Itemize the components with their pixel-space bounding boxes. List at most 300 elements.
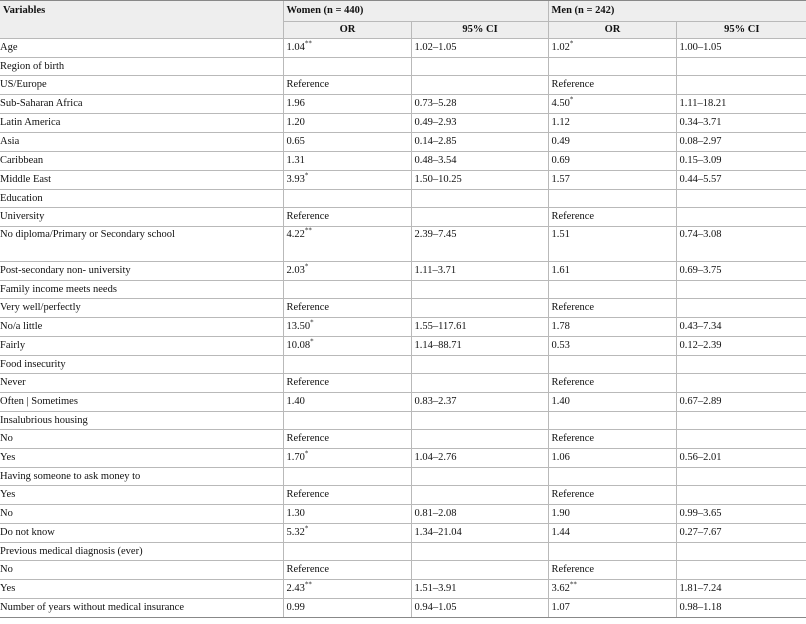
- men-ci-cell: [676, 412, 806, 430]
- women-ci-cell: [411, 412, 548, 430]
- women-or-cell-text: 0.65: [286, 136, 305, 147]
- men-or-cell-text: Reference: [551, 377, 595, 388]
- women-ci-cell: [411, 190, 548, 208]
- men-ci-cell: [676, 468, 806, 486]
- variable-label: [0, 227, 283, 262]
- men-ci-cell: [676, 599, 806, 618]
- women-or-cell: [283, 449, 411, 468]
- variable-label-text: Post-secondary non- university: [0, 265, 131, 276]
- group-row: [0, 543, 806, 561]
- subheader-row: [0, 22, 806, 39]
- men-ci-cell-text: 1.00–1.05: [679, 42, 722, 53]
- women-ci-cell: [411, 505, 548, 524]
- women-ci-cell: [411, 95, 548, 114]
- women-or-cell-text: Reference: [286, 489, 330, 500]
- women-or-cell: [283, 95, 411, 114]
- variable-label-text: Number of years without medical insurance: [0, 602, 184, 613]
- women-or-cell: [283, 468, 411, 486]
- variable-label-text: University: [0, 211, 45, 222]
- women-or-cell: [283, 39, 411, 58]
- men-ci-cell: [676, 505, 806, 524]
- variable-label: [0, 262, 283, 281]
- significance-marker: *: [304, 449, 309, 458]
- men-or-cell: [548, 524, 676, 543]
- variable-label: [0, 449, 283, 468]
- women-ci-cell: [411, 486, 548, 505]
- variable-label: [0, 299, 283, 318]
- men-ci-cell-text: 0.34–3.71: [679, 117, 722, 128]
- variable-label-text: Region of birth: [0, 60, 65, 72]
- women-or-cell: [283, 412, 411, 430]
- women-ci-cell: [411, 543, 548, 561]
- variable-label: [0, 114, 283, 133]
- men-ci-cell: [676, 524, 806, 543]
- men-ci-cell-text: 0.27–7.67: [679, 527, 722, 538]
- variable-label-text: Middle East: [0, 174, 52, 185]
- women-ci-cell-text: 2.39–7.45: [414, 229, 457, 240]
- men-ci-cell: [676, 561, 806, 580]
- men-or-cell-text: Reference: [551, 433, 595, 444]
- men-or-cell: [548, 449, 676, 468]
- women-or-cell-text: 1.04: [286, 42, 305, 53]
- women-ci-cell: [411, 299, 548, 318]
- variable-label: [0, 190, 283, 208]
- men-ci-cell: [676, 76, 806, 95]
- table-row: [0, 208, 806, 227]
- significance-marker: **: [304, 580, 312, 589]
- variable-label: [0, 318, 283, 337]
- women-ci-cell: [411, 599, 548, 618]
- women-or-cell-text: Reference: [286, 433, 330, 444]
- variable-label: [0, 76, 283, 95]
- variable-label-text: Family income meets needs: [0, 283, 117, 295]
- men-ci-cell: [676, 430, 806, 449]
- women-ci-cell: [411, 318, 548, 337]
- significance-marker: *: [304, 524, 309, 533]
- women-ci-cell: [411, 262, 548, 281]
- variable-label-text: Asia: [0, 136, 20, 147]
- variable-label: [0, 39, 283, 58]
- table-row: [0, 262, 806, 281]
- men-or-cell-text: 1.02: [551, 42, 570, 53]
- women-ci-cell: [411, 76, 548, 95]
- men-ci-cell: [676, 299, 806, 318]
- table-row: [0, 152, 806, 171]
- men-or-cell: [548, 393, 676, 412]
- women-or-cell: [283, 299, 411, 318]
- women-or-cell: [283, 114, 411, 133]
- table-row: [0, 580, 806, 599]
- women-ci-cell-text: 1.14–88.71: [414, 340, 462, 351]
- group-row: [0, 412, 806, 430]
- men-ci-cell: [676, 208, 806, 227]
- men-ci-cell: [676, 190, 806, 208]
- men-or-cell-text: Reference: [551, 489, 595, 500]
- table-row: [0, 318, 806, 337]
- men-or-cell: [548, 299, 676, 318]
- men-or-cell: [548, 39, 676, 58]
- variable-label: [0, 486, 283, 505]
- men-or-cell: [548, 543, 676, 561]
- variable-label-text: Yes: [0, 583, 16, 594]
- group-row: [0, 468, 806, 486]
- women-or-cell: [283, 505, 411, 524]
- men-or-cell-text: Reference: [551, 564, 595, 575]
- variable-label-text: Having someone to ask money to: [0, 470, 141, 482]
- men-or-cell: [548, 505, 676, 524]
- men-ci-cell: [676, 393, 806, 412]
- women-ci-cell: [411, 580, 548, 599]
- women-or-cell-text: 1.70: [286, 452, 305, 463]
- men-or-cell: [548, 171, 676, 190]
- women-or-cell: [283, 337, 411, 356]
- table-row: [0, 430, 806, 449]
- men-ci-cell: [676, 543, 806, 561]
- women-ci-cell: [411, 374, 548, 393]
- variable-label-text: Age: [0, 42, 18, 53]
- table-row: [0, 299, 806, 318]
- table-row: [0, 337, 806, 356]
- men-or-cell: [548, 152, 676, 171]
- men-or-cell: [548, 114, 676, 133]
- women-ci-cell-text: 0.49–2.93: [414, 117, 457, 128]
- women-or-cell: [283, 318, 411, 337]
- women-or-cell: [283, 208, 411, 227]
- men-or-cell: [548, 580, 676, 599]
- variable-label-text: Sub-Saharan Africa: [0, 98, 83, 109]
- women-ci-cell: [411, 337, 548, 356]
- men-or-cell: [548, 356, 676, 374]
- variable-label: [0, 171, 283, 190]
- variable-label-text: No: [0, 508, 13, 519]
- men-ci-cell: [676, 262, 806, 281]
- variable-label: [0, 95, 283, 114]
- men-or-cell: [548, 468, 676, 486]
- men-header: Men (n = 242): [548, 1, 806, 22]
- variable-label-text: No: [0, 564, 13, 575]
- group-row: [0, 190, 806, 208]
- variable-label: [0, 599, 283, 618]
- table-row: [0, 171, 806, 190]
- women-or-cell: [283, 227, 411, 262]
- women-ci-cell: [411, 133, 548, 152]
- significance-marker: *: [310, 318, 314, 327]
- women-or-cell-text: 2.03: [286, 265, 305, 276]
- subheader-empty: [0, 22, 283, 39]
- women-ci-cell: [411, 171, 548, 190]
- men-ci-cell: [676, 449, 806, 468]
- women-ci-cell: [411, 468, 548, 486]
- women-ci-cell: [411, 152, 548, 171]
- women-or-cell-text: 1.40: [286, 396, 305, 407]
- table-row: [0, 114, 806, 133]
- women-ci-cell: [411, 449, 548, 468]
- men-or-cell-text: 1.51: [551, 229, 570, 240]
- variable-label: [0, 133, 283, 152]
- women-ci-cell-text: 0.94–1.05: [414, 602, 457, 613]
- men-or-cell: [548, 337, 676, 356]
- variable-label: [0, 374, 283, 393]
- women-ci-cell-text: 1.51–3.91: [414, 583, 457, 594]
- men-ci-cell-text: 0.44–5.57: [679, 174, 722, 185]
- women-ci-cell: [411, 227, 548, 262]
- women-or-header: OR: [283, 22, 411, 39]
- men-or-cell-text: 1.57: [551, 174, 570, 185]
- women-or-cell: [283, 599, 411, 618]
- variable-label: [0, 152, 283, 171]
- men-or-cell: [548, 262, 676, 281]
- women-ci-cell-text: 0.73–5.28: [414, 98, 457, 109]
- men-ci-cell-text: 0.67–2.89: [679, 396, 722, 407]
- men-or-cell-text: 1.12: [551, 117, 570, 128]
- women-or-cell-text: 5.32: [286, 527, 305, 538]
- women-or-cell: [283, 171, 411, 190]
- variable-label-text: Food insecurity: [0, 358, 66, 370]
- men-or-cell-text: Reference: [551, 302, 595, 313]
- table-row: [0, 95, 806, 114]
- variable-label-text: Do not know: [0, 527, 55, 538]
- women-or-cell: [283, 486, 411, 505]
- men-ci-cell: [676, 114, 806, 133]
- women-ci-cell-text: 1.02–1.05: [414, 42, 457, 53]
- women-or-cell-text: 13.50: [286, 321, 311, 332]
- women-or-cell-text: 1.31: [286, 155, 305, 166]
- women-or-cell: [283, 374, 411, 393]
- table-row: [0, 524, 806, 543]
- header-row: [0, 1, 806, 22]
- women-ci-cell: [411, 524, 548, 543]
- variable-label-text: No: [0, 433, 13, 444]
- variables-header: Variables: [0, 1, 283, 22]
- variable-label: [0, 468, 283, 486]
- men-ci-cell: [676, 58, 806, 76]
- men-ci-cell: [676, 133, 806, 152]
- men-or-cell-text: 1.78: [551, 321, 570, 332]
- men-or-cell-text: 0.53: [551, 340, 570, 351]
- men-or-cell-text: 1.44: [551, 527, 570, 538]
- men-ci-cell: [676, 281, 806, 299]
- men-or-cell: [548, 318, 676, 337]
- variable-label-text: Previous medical diagnosis (ever): [0, 545, 143, 557]
- table-row: [0, 561, 806, 580]
- variable-label: [0, 356, 283, 374]
- men-or-cell: [548, 412, 676, 430]
- women-or-cell-text: 4.22: [286, 229, 305, 240]
- women-ci-cell-text: 0.48–3.54: [414, 155, 457, 166]
- men-or-cell-text: 1.61: [551, 265, 570, 276]
- table-row: [0, 39, 806, 58]
- variable-label-text: Yes: [0, 452, 16, 463]
- group-row: [0, 281, 806, 299]
- table-row: [0, 449, 806, 468]
- women-ci-cell-text: 0.81–2.08: [414, 508, 457, 519]
- men-ci-cell-text: 0.43–7.34: [679, 321, 722, 332]
- women-or-cell-text: 1.96: [286, 98, 305, 109]
- variable-label: [0, 561, 283, 580]
- women-header: Women (n = 440): [283, 1, 548, 22]
- women-ci-cell-text: 1.04–2.76: [414, 452, 457, 463]
- men-or-cell: [548, 58, 676, 76]
- men-ci-cell-text: 0.98–1.18: [679, 602, 722, 613]
- women-or-cell: [283, 262, 411, 281]
- men-ci-cell: [676, 171, 806, 190]
- men-or-cell-text: Reference: [551, 79, 595, 90]
- women-or-cell: [283, 281, 411, 299]
- men-ci-cell: [676, 356, 806, 374]
- variable-label-text: No/a little: [0, 321, 43, 332]
- variable-label: [0, 430, 283, 449]
- variable-label: [0, 281, 283, 299]
- men-or-cell: [548, 190, 676, 208]
- variable-label: [0, 543, 283, 561]
- group-row: [0, 356, 806, 374]
- variable-label-text: Latin America: [0, 117, 61, 128]
- variable-label-text: Very well/perfectly: [0, 302, 81, 313]
- men-ci-cell-text: 0.56–2.01: [679, 452, 722, 463]
- men-ci-cell: [676, 374, 806, 393]
- men-or-cell: [548, 208, 676, 227]
- women-or-cell-text: Reference: [286, 211, 330, 222]
- men-ci-cell: [676, 152, 806, 171]
- table-row: [0, 374, 806, 393]
- women-or-cell-text: Reference: [286, 302, 330, 313]
- men-ci-cell: [676, 337, 806, 356]
- variable-label-text: Yes: [0, 489, 16, 500]
- men-or-cell: [548, 561, 676, 580]
- men-or-cell: [548, 76, 676, 95]
- men-ci-cell-text: 0.74–3.08: [679, 229, 722, 240]
- women-ci-cell-text: 1.50–10.25: [414, 174, 462, 185]
- significance-marker: **: [304, 39, 312, 48]
- men-ci-cell-text: 0.12–2.39: [679, 340, 722, 351]
- women-or-cell: [283, 356, 411, 374]
- variable-label-text: US/Europe: [0, 79, 47, 90]
- table-row: [0, 599, 806, 618]
- men-ci-cell-text: 1.11–18.21: [679, 98, 727, 109]
- women-ci-cell: [411, 39, 548, 58]
- women-or-cell-text: 0.99: [286, 602, 305, 613]
- women-ci-cell: [411, 393, 548, 412]
- significance-marker: *: [304, 262, 309, 271]
- women-ci-cell-text: 1.34–21.04: [414, 527, 462, 538]
- men-ci-cell: [676, 486, 806, 505]
- variable-label-text: Insalubrious housing: [0, 414, 88, 426]
- women-or-cell: [283, 524, 411, 543]
- men-ci-header: 95% CI: [676, 22, 806, 39]
- men-or-cell-text: Reference: [551, 211, 595, 222]
- men-or-cell: [548, 133, 676, 152]
- women-or-cell: [283, 393, 411, 412]
- men-or-cell: [548, 599, 676, 618]
- men-ci-cell-text: 0.08–2.97: [679, 136, 722, 147]
- variable-label-text: No diploma/Primary or Secondary school: [0, 229, 175, 240]
- men-or-cell-text: 1.90: [551, 508, 570, 519]
- variable-label: [0, 337, 283, 356]
- men-ci-cell-text: 0.99–3.65: [679, 508, 722, 519]
- women-or-cell-text: 10.08: [286, 340, 311, 351]
- women-or-cell-text: Reference: [286, 79, 330, 90]
- variable-label: [0, 505, 283, 524]
- women-ci-cell: [411, 430, 548, 449]
- table-row: [0, 505, 806, 524]
- women-or-cell: [283, 430, 411, 449]
- women-ci-header: 95% CI: [411, 22, 548, 39]
- variable-label-text: Education: [0, 192, 43, 204]
- variable-label: [0, 393, 283, 412]
- men-ci-cell: [676, 318, 806, 337]
- women-or-cell: [283, 580, 411, 599]
- women-ci-cell-text: 0.14–2.85: [414, 136, 457, 147]
- women-ci-cell: [411, 561, 548, 580]
- men-ci-cell: [676, 580, 806, 599]
- women-or-cell-text: 3.93: [286, 174, 305, 185]
- men-or-cell-text: 0.49: [551, 136, 570, 147]
- table-row: [0, 227, 806, 262]
- table-row: [0, 486, 806, 505]
- table-body: [0, 39, 806, 618]
- men-ci-cell: [676, 39, 806, 58]
- men-ci-cell-text: 0.69–3.75: [679, 265, 722, 276]
- women-or-cell: [283, 133, 411, 152]
- women-ci-cell: [411, 114, 548, 133]
- significance-marker: *: [569, 39, 574, 48]
- men-or-cell-text: 0.69: [551, 155, 570, 166]
- men-or-cell: [548, 281, 676, 299]
- men-or-cell: [548, 430, 676, 449]
- significance-marker: *: [569, 95, 574, 104]
- table-row: [0, 393, 806, 412]
- men-or-cell-text: 3.62: [551, 583, 570, 594]
- women-or-cell-text: Reference: [286, 564, 330, 575]
- men-ci-cell: [676, 227, 806, 262]
- men-or-cell-text: 1.40: [551, 396, 570, 407]
- women-or-cell: [283, 561, 411, 580]
- men-ci-cell-text: 1.81–7.24: [679, 583, 722, 594]
- variable-label: [0, 524, 283, 543]
- men-or-cell-text: 4.50: [551, 98, 570, 109]
- significance-marker: *: [310, 337, 314, 346]
- men-ci-cell: [676, 95, 806, 114]
- women-or-cell: [283, 76, 411, 95]
- women-or-cell-text: Reference: [286, 377, 330, 388]
- women-or-cell: [283, 190, 411, 208]
- women-ci-cell: [411, 281, 548, 299]
- women-ci-cell-text: 0.83–2.37: [414, 396, 457, 407]
- men-or-cell-text: 1.07: [551, 602, 570, 613]
- significance-marker: **: [569, 580, 577, 589]
- group-row: [0, 58, 806, 76]
- women-or-cell-text: 2.43: [286, 583, 305, 594]
- significance-marker: *: [304, 171, 309, 180]
- significance-marker: **: [304, 226, 312, 235]
- men-ci-cell-text: 0.15–3.09: [679, 155, 722, 166]
- women-or-cell: [283, 152, 411, 171]
- variable-label-text: Fairly: [0, 340, 26, 351]
- women-ci-cell-text: 1.11–3.71: [414, 265, 457, 276]
- men-or-header: OR: [548, 22, 676, 39]
- variable-label: [0, 580, 283, 599]
- table-row: [0, 76, 806, 95]
- variable-label-text: Often | Sometimes: [0, 396, 78, 407]
- women-or-cell: [283, 543, 411, 561]
- men-or-cell: [548, 227, 676, 262]
- women-ci-cell: [411, 208, 548, 227]
- women-ci-cell: [411, 58, 548, 76]
- variable-label: [0, 412, 283, 430]
- women-or-cell: [283, 58, 411, 76]
- men-or-cell: [548, 95, 676, 114]
- table-row: [0, 133, 806, 152]
